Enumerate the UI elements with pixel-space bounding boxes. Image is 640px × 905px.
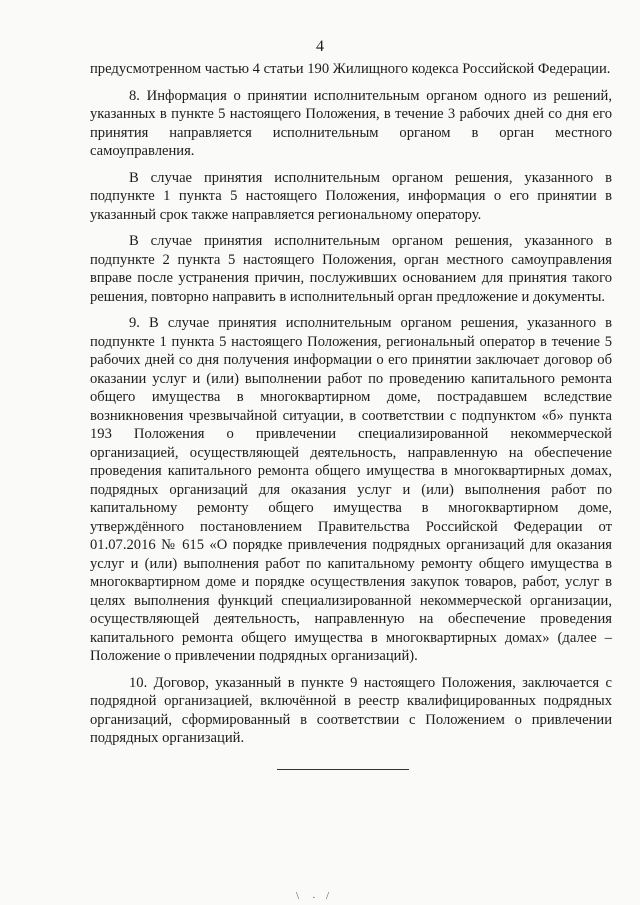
paragraph-item-10: 10. Договор, указанный в пункте 9 настоящего Положения, заключается с подрядной организацией, включённой в реестр квалифицированных подрядных организаций, сформированный в соответствии с Положением о привлечении подрядных организаций. xyxy=(90,674,612,746)
page-number: 4 xyxy=(316,38,324,55)
paragraph-item-8: 8. Информация о принятии исполнительным органом одного из решений, указанных в пункте 5 настоящего Положения, в течение 3 рабочих дней со дня его принятия направляется исполнительным органом в орган местного самоуправления. xyxy=(90,87,612,159)
scan-artifact: / xyxy=(326,890,330,902)
paragraph-regional-operator-notice: В случае принятия исполнительным органом решения, указанного в подпункте 1 пункта 5 настоящего Положения, информация о его принятии в указанный срок также направляется региональному оператору. xyxy=(90,169,612,223)
paragraph-resubmission: В случае принятия исполнительным органом решения, указанного в подпункте 2 пункта 5 настоящего Положения, орган местного самоуправления вправе после устранения причин, послуживших основанием для принятия такого решения, повторно направить в исполнительный орган предложение и документы. xyxy=(90,233,612,305)
scan-artifact: \ xyxy=(296,890,300,902)
paragraph-item-9: 9. В случае принятия исполнительным органом решения, указанного в подпункте 1 пункта 5 настоящего Положения, региональный оператор в течение 5 рабочих дней со дня получения информации о его принятии заключает договор об оказании услуг и (или) выполнении работ по проведению капитального ремонта общего имущества в многоквартирном доме, пострадавшем вследствие возникновения чрезвычайной ситуации, в соответствии с подпунктом «б» пункта 193 Положения о привлечении специализированной некоммерческой организацией, осуществляющей деятельность, направленную на обеспечение проведения капитального ремонта общего имущества в многоквартирных домах, подрядных организаций для оказания услуг и (или) выполнения работ по капитальному ремонту общего имущества в многоквартирном доме, утверждённого постановлением Правительства Российской Федерации от 01.07.2016 № 615 «О порядке привлечения подрядных организаций для оказания услуг и (или) выполнения работ по капитальному ремонту общего имущества в многоквартирном доме и порядке осуществления закупок товаров, работ, услуг в целях выполнения функций специализированной некоммерческой организации, осуществляющей деятельность, направленную на обеспечение проведения капитального ремонта общего имущества в многоквартирных домах» (далее – Положение о привлечении подрядных организаций). xyxy=(90,315,612,664)
scan-artifact: · xyxy=(312,892,316,904)
paragraph-continuation: предусмотренном частью 4 статьи 190 Жилищного кодекса Российской Федерации. xyxy=(90,61,611,77)
document-body xyxy=(90,60,612,756)
end-of-document-line xyxy=(277,769,409,770)
